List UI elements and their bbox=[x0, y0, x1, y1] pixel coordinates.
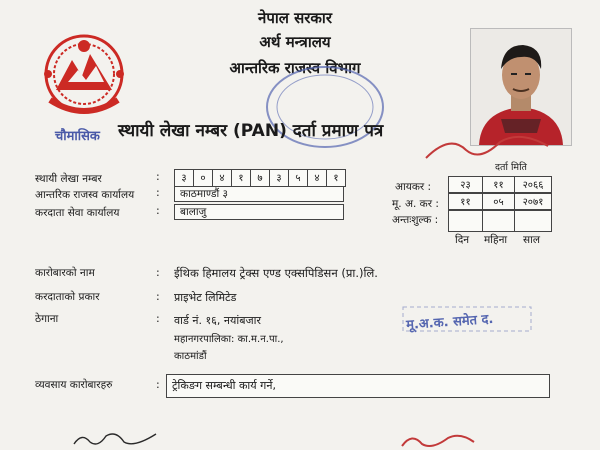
pan-digit: १ bbox=[232, 170, 251, 186]
activity-colon: : bbox=[156, 378, 160, 391]
stamp-outline-icon bbox=[402, 306, 532, 332]
signature-left-icon bbox=[70, 428, 160, 450]
service-value: बालाजु bbox=[174, 204, 344, 220]
date-day bbox=[449, 211, 483, 231]
date-month: ०५ bbox=[483, 194, 515, 209]
pan-digit: ३ bbox=[270, 170, 289, 186]
address-colon: : bbox=[156, 312, 160, 325]
header-line2: अर्थ मन्त्रालय bbox=[259, 33, 331, 51]
certificate-title: स्थायी लेखा नम्बर (PAN) दर्ता प्रमाण पत्र bbox=[118, 121, 384, 141]
activity-value: ट्रेकिङग सम्बन्धी कार्य गर्ने, bbox=[166, 374, 550, 398]
address-line1: वार्ड नं. १६, नयांबजार bbox=[174, 314, 262, 327]
date-year bbox=[515, 211, 551, 231]
pan-digit: १ bbox=[333, 173, 339, 184]
date-day: २३ bbox=[449, 177, 483, 192]
government-emblem-icon bbox=[38, 30, 130, 120]
vat-label: मू. अ. कर : bbox=[392, 198, 439, 210]
vat-date bbox=[448, 193, 552, 210]
pan-digit: ४ bbox=[213, 170, 232, 186]
header-line1: नेपाल सरकार bbox=[258, 9, 332, 27]
address-line3: काठमांडौं bbox=[174, 351, 207, 362]
signature-right-icon bbox=[398, 430, 478, 450]
quarterly-badge: चौमासिक bbox=[55, 129, 100, 144]
activity-label: व्यवसाय कारोबारहरु bbox=[35, 379, 113, 391]
excise-date bbox=[448, 210, 552, 232]
pan-digit: ४ bbox=[308, 170, 327, 186]
date-year: २०७१ bbox=[522, 197, 544, 208]
taxpayer-type-label: करदाताको प्रकार bbox=[35, 291, 100, 303]
column-year: साल bbox=[523, 234, 540, 246]
vat-stamp: मू.अ.क. समेत द. bbox=[405, 311, 494, 334]
office-colon: : bbox=[156, 186, 160, 199]
excise-label: अन्तःशुल्क : bbox=[392, 214, 439, 226]
registration-date-header: दर्ता मिति bbox=[495, 162, 527, 173]
service-label: करदाता सेवा कार्यालय bbox=[35, 207, 120, 219]
business-name-label: कारोबारको नाम bbox=[35, 267, 95, 279]
taxpayer-type-value: प्राइभेट लिमिटेड bbox=[174, 291, 237, 304]
office-value: काठमाण्डौं ३ bbox=[174, 186, 344, 202]
pan-digit: ५ bbox=[289, 170, 308, 186]
income-tax-label: आयकर : bbox=[395, 181, 432, 193]
pan-label: स्थायी लेखा नम्बर bbox=[35, 173, 102, 185]
pan-digits bbox=[174, 169, 346, 187]
date-year: २०६६ bbox=[522, 180, 544, 191]
taxpayer-type-colon: : bbox=[156, 290, 160, 303]
address-label: ठेगाना bbox=[35, 313, 59, 325]
income-tax-date bbox=[448, 176, 552, 193]
pan-colon: : bbox=[156, 170, 160, 183]
office-label: आन्तरिक राजस्व कार्यालय bbox=[35, 189, 135, 201]
date-day: ११ bbox=[449, 194, 483, 209]
column-month: महिना bbox=[484, 234, 508, 246]
pan-digit: ३ bbox=[175, 170, 194, 186]
pan-digit: ७ bbox=[251, 170, 270, 186]
business-name-colon: : bbox=[156, 266, 160, 279]
business-name-value: ईथिक हिमालय ट्रेक्स एण्ड एक्सपिडिसन (प्रा.)लि. bbox=[174, 266, 378, 280]
date-month bbox=[483, 211, 515, 231]
pan-digit: ० bbox=[194, 170, 213, 186]
address-line2: महानगरपालिका: का.म.न.पा., bbox=[174, 334, 284, 345]
date-month: ११ bbox=[483, 177, 515, 192]
column-day: दिन bbox=[455, 234, 470, 246]
service-colon: : bbox=[156, 204, 160, 217]
header-line3: आन्तरिक राजस्व विभाग bbox=[229, 59, 361, 77]
